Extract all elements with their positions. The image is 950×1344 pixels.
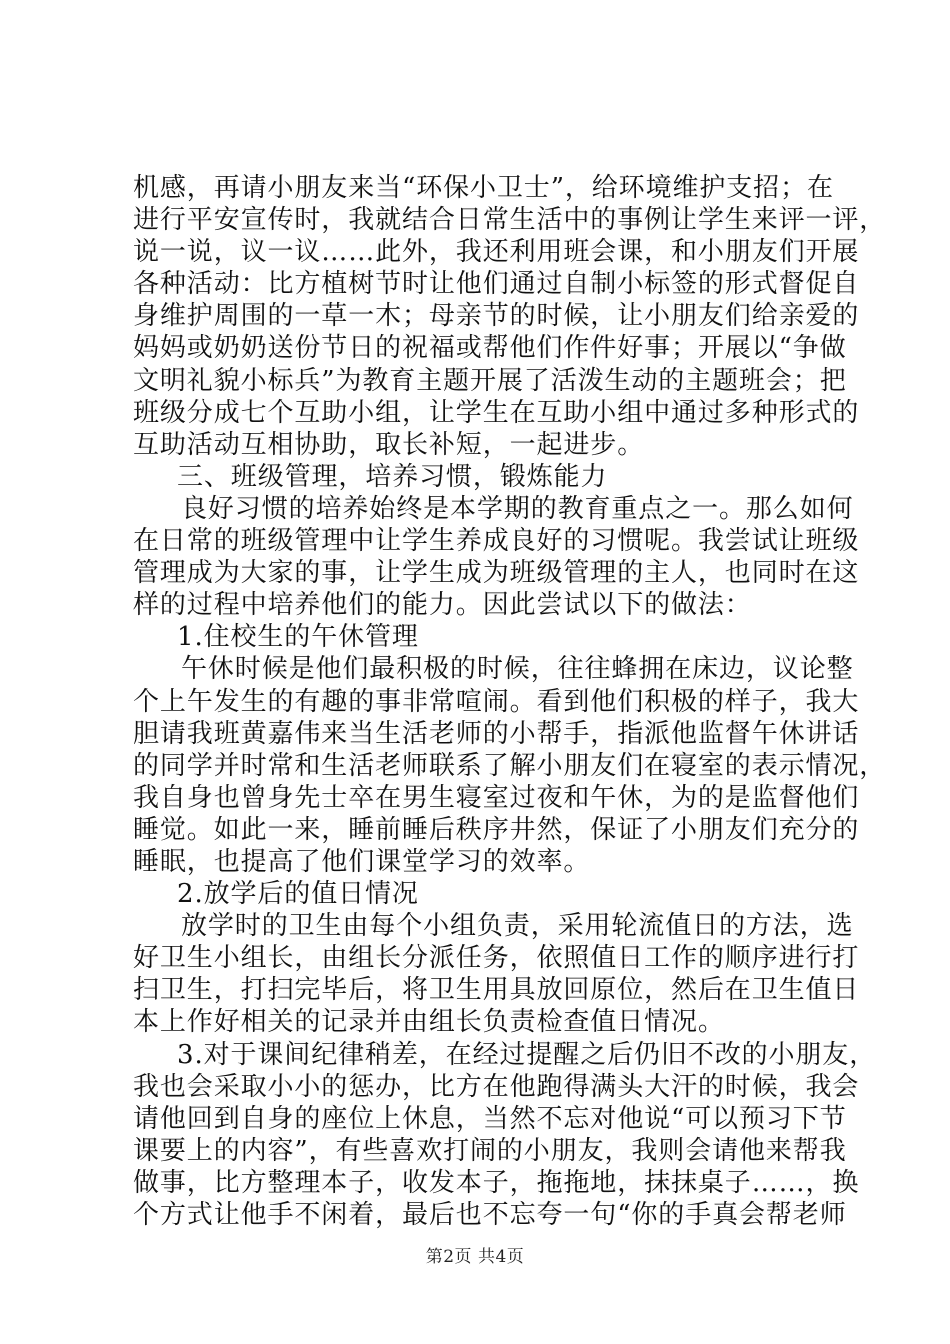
text-line: 的同学并时常和生活老师联系了解小朋友们在寝室的表示情况， [133,750,887,781]
text-line: 做事，比方整理本子，收发本子，拖拖地，抹抹桌子……，换 [133,1167,860,1198]
text-line: 在日常的班级管理中让学生养成良好的习惯呢。我尝试让班级 [133,526,860,557]
text-line: 睡觉。如此一来，睡前睡后秩序井然，保证了小朋友们充分的 [133,814,860,845]
text-line: 机感，再请小朋友来当“环保小卫士”，给环境维护支招；在 [133,173,834,203]
text-line: 身维护周围的一草一木；母亲节的时候，让小朋友们给亲爱的 [133,301,860,332]
subsection-heading: 2.放学后的值日情况 [177,879,419,910]
text-line: 课要上的内容”，有些喜欢打闹的小朋友，我则会请他来帮我 [133,1135,847,1166]
text-line: 班级分成七个互助小组，让学生在互助小组中通过多种形式的 [133,397,860,428]
text-line: 个上午发生的有趣的事非常喧闹。看到他们积极的样子，我大 [133,686,860,717]
text-line: 进行平安宣传时，我就结合日常生活中的事例让学生来评一评， [133,205,887,236]
text-line: 互助活动互相协助，取长补短，一起进步。 [133,429,645,460]
section-heading: 三、班级管理，培养习惯，锻炼能力 [177,461,608,492]
text-line: 请他回到自身的座位上休息，当然不忘对他说“可以预习下节 [133,1103,847,1134]
text-line: 放学时的卫生由每个小组负责，采用轮流值日的方法，选 [181,911,854,942]
text-line: 本上作好相关的记录并由组长负责检查值日情况。 [133,1007,725,1038]
body-text [133,172,887,1231]
text-line: 我自身也曾身先士卒在男生寝室过夜和午休，为的是监督他们 [133,782,860,813]
text-line: 扫卫生，打扫完毕后，将卫生用具放回原位，然后在卫生值日 [133,975,860,1006]
subsection-heading: 1.住校生的午休管理 [177,622,419,653]
text-line: 文明礼貌小标兵”为教育主题开展了活泼生动的主题班会；把 [133,365,847,396]
text-line: 我也会采取小小的惩办，比方在他跑得满头大汗的时候，我会 [133,1071,860,1102]
text-line: 妈妈或奶奶送份节日的祝福或帮他们作件好事；开展以“争做 [133,333,847,364]
text-line: 午休时候是他们最积极的时候，往往蜂拥在床边，议论整 [181,654,854,685]
text-line: 个方式让他手不闲着，最后也不忘夸一句“你的手真会帮老师 [133,1200,847,1230]
text-line: 胆请我班黄嘉伟来当生活老师的小帮手，指派他监督午休讲话 [133,718,860,749]
text-line: 说一说，议一议……此外，我还利用班会课，和小朋友们开展 [133,237,860,268]
text-line: 3.对于课间纪律稍差，在经过提醒之后仍旧不改的小朋友， [177,1039,877,1070]
page-number-footer: 第2页 共4页 [425,1247,525,1267]
text-line: 好卫生小组长，由组长分派任务，依照值日工作的顺序进行打 [133,943,860,974]
text-line: 睡眠，也提高了他们课堂学习的效率。 [133,846,591,877]
text-line: 良好习惯的培养始终是本学期的教育重点之一。那么如何 [181,493,854,524]
text-line: 管理成为大家的事，让学生成为班级管理的主人，也同时在这 [133,558,860,589]
text-line: 各种活动：比方植树节时让他们通过自制小标签的形式督促自 [133,269,860,300]
text-line: 样的过程中培养他们的能力。因此尝试以下的做法： [133,590,752,621]
